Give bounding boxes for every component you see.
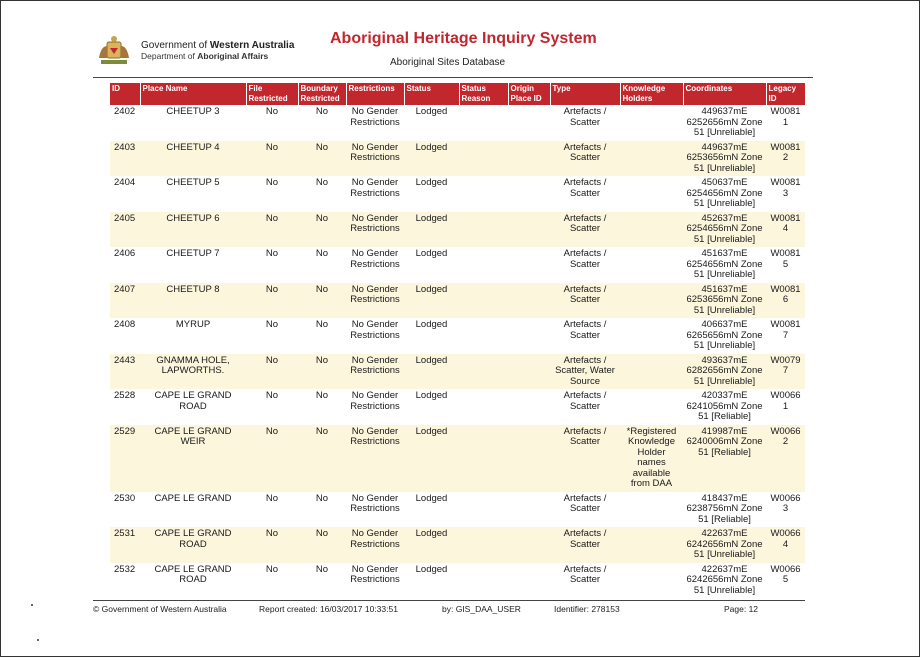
cell-coordinates: 449637mE 6252656mN Zone 51 [Unreliable] <box>686 106 763 138</box>
cell-type: Artefacts / Scatter, Water Source <box>550 354 620 390</box>
gov-name: Government of Western Australia <box>141 40 295 51</box>
cell-coordinates: 420337mE 6241056mN Zone 51 [Reliable] <box>686 390 763 422</box>
cell-status-reason <box>459 247 508 283</box>
cell-legacy-id: W0079 7 <box>766 354 805 390</box>
footer-copyright: © Government of Western Australia <box>93 604 227 614</box>
cell-id: 2407 <box>110 283 140 319</box>
cell-type: Artefacts / Scatter <box>563 177 607 199</box>
cell-legacy-id: W0066 5 <box>770 563 801 585</box>
cell-restrictions: No Gender Restrictions <box>346 354 404 390</box>
cell-coordinates: 450637mE 6254656mN Zone 51 [Unreliable] <box>686 177 763 209</box>
cell-id: 2408 <box>114 319 136 330</box>
cell-status: Lodged <box>415 106 448 117</box>
cell-file-restricted: No <box>265 319 279 330</box>
cell-legacy-id: W0081 4 <box>766 212 805 248</box>
table-row <box>110 283 805 319</box>
cell-origin-place-id <box>508 283 550 319</box>
cell-place-name: MYRUP <box>175 319 211 330</box>
cell-status: Lodged <box>415 563 448 575</box>
cell-coordinates: 452637mE 6254656mN Zone 51 [Unreliable] <box>683 212 766 248</box>
table-row <box>110 527 805 563</box>
cell-boundary-restricted: No <box>315 390 329 401</box>
cell-status-reason <box>459 389 508 425</box>
cell-place-name: CAPE LE GRAND <box>154 492 232 504</box>
cell-restrictions: No Gender Restrictions <box>346 283 404 319</box>
cell-id: 2530 <box>114 492 136 504</box>
cell-id: 2528 <box>114 390 136 401</box>
cell-id: 2532 <box>114 563 136 575</box>
report-footer <box>93 600 813 620</box>
cell-coordinates: 422637mE 6242656mN Zone 51 [Unreliable] <box>686 563 763 596</box>
col-header-origin-place-id: Origin Place ID <box>508 83 550 105</box>
cell-file-restricted: No <box>265 563 279 575</box>
cell-knowledge-holders <box>620 141 683 177</box>
cell-status: Lodged <box>415 177 448 188</box>
cell-restrictions: No Gender Restrictions <box>350 319 400 341</box>
dept-name: Department of Aboriginal Affairs <box>141 51 269 61</box>
col-header-id: ID <box>110 83 140 105</box>
cell-knowledge-holders <box>620 527 683 563</box>
cell-origin-place-id <box>508 247 550 283</box>
cell-file-restricted: No <box>246 354 298 390</box>
cell-origin-place-id <box>508 389 550 425</box>
cell-origin-place-id <box>508 563 550 599</box>
cell-restrictions: No Gender Restrictions <box>350 177 400 199</box>
cell-place-name: CAPE LE GRAND WEIR <box>140 425 246 492</box>
cell-status-reason <box>459 354 508 390</box>
cell-status-reason <box>459 527 508 563</box>
cell-boundary-restricted: No <box>315 563 329 575</box>
cell-type: Artefacts / Scatter <box>563 319 607 341</box>
cell-legacy-id: W0081 6 <box>766 283 805 319</box>
col-header-boundary-restricted: Boundary Restricted <box>298 83 346 105</box>
page-title: Aboriginal Heritage Inquiry System <box>330 30 597 47</box>
cell-file-restricted: No <box>246 283 298 319</box>
cell-id: 2403 <box>110 141 140 177</box>
cell-status: Lodged <box>404 141 459 177</box>
cell-id: 2529 <box>110 425 140 492</box>
cell-coordinates: 493637mE 6282656mN Zone 51 [Unreliable] <box>683 354 766 390</box>
cell-coordinates: 406637mE 6265656mN Zone 51 [Unreliable] <box>686 319 763 351</box>
cell-coordinates: 422637mE 6242656mN Zone 51 [Unreliable] <box>683 527 766 563</box>
cell-id: 2406 <box>114 248 136 259</box>
cell-status: Lodged <box>404 283 459 319</box>
table-row <box>110 563 805 599</box>
col-header-place-name: Place Name <box>140 83 246 105</box>
footer-identifier: Identifier: 278153 <box>554 604 620 614</box>
cell-legacy-id: W0066 3 <box>770 492 801 514</box>
cell-place-name: CHEETUP 6 <box>140 212 246 248</box>
cell-coordinates: 418437mE 6238756mN Zone 51 [Reliable] <box>686 492 763 525</box>
cell-status: Lodged <box>404 527 459 563</box>
sites-table <box>110 83 806 598</box>
cell-coordinates: 419987mE 6240006mN Zone 51 [Reliable] <box>683 425 766 492</box>
cell-status: Lodged <box>404 425 459 492</box>
col-header-status: Status <box>404 83 459 105</box>
cell-file-restricted: No <box>265 492 279 504</box>
cell-restrictions: No Gender Restrictions <box>350 248 400 270</box>
cell-restrictions: No Gender Restrictions <box>350 563 400 585</box>
cell-place-name: CHEETUP 4 <box>140 141 246 177</box>
cell-type: Artefacts / Scatter <box>563 248 607 270</box>
cell-status: Lodged <box>415 390 448 401</box>
footer-report-created: Report created: 16/03/2017 10:33:51 <box>259 604 398 614</box>
cell-knowledge-holders <box>620 212 683 248</box>
cell-boundary-restricted: No <box>315 319 329 330</box>
table-row <box>110 105 805 141</box>
cell-id: 2531 <box>110 527 140 563</box>
table-row <box>110 212 805 248</box>
table-row <box>110 354 805 390</box>
table-row <box>110 389 805 425</box>
cell-place-name: GNAMMA HOLE, LAPWORTHS. <box>140 354 246 390</box>
footer-rule <box>93 600 805 601</box>
cell-origin-place-id <box>508 492 550 528</box>
col-header-type: Type <box>550 83 620 105</box>
cell-boundary-restricted: No <box>298 527 346 563</box>
cell-type: Artefacts / Scatter <box>550 283 620 319</box>
cell-origin-place-id <box>508 318 550 354</box>
col-header-coordinates: Coordinates <box>683 83 766 105</box>
cell-id: 2402 <box>114 106 136 117</box>
table-row <box>110 492 805 528</box>
cell-origin-place-id <box>508 425 550 492</box>
cell-restrictions: No Gender Restrictions <box>350 390 400 412</box>
cell-knowledge-holders <box>620 492 683 528</box>
cell-status-reason <box>459 425 508 492</box>
col-header-restrictions: Restrictions <box>346 83 404 105</box>
cell-legacy-id: W0066 1 <box>770 390 801 412</box>
cell-boundary-restricted: No <box>298 141 346 177</box>
cell-knowledge-holders <box>620 176 683 212</box>
cell-restrictions: No Gender Restrictions <box>350 492 400 514</box>
col-header-knowledge-holders: Knowledge Holders <box>620 83 683 105</box>
table-row <box>110 176 805 212</box>
cell-type: Artefacts / Scatter <box>550 527 620 563</box>
table-row <box>110 141 805 177</box>
cell-knowledge-holders <box>620 283 683 319</box>
cell-file-restricted: No <box>265 106 279 117</box>
cell-status-reason <box>459 563 508 599</box>
cell-knowledge-holders <box>620 318 683 354</box>
cell-boundary-restricted: No <box>315 177 329 188</box>
header-rule <box>93 77 813 78</box>
cell-restrictions: No Gender Restrictions <box>346 425 404 492</box>
cell-type: Artefacts / Scatter <box>550 425 620 492</box>
cell-origin-place-id <box>508 354 550 390</box>
cell-knowledge-holders <box>620 354 683 390</box>
cell-file-restricted: No <box>246 527 298 563</box>
cell-status-reason <box>459 105 508 141</box>
cell-status-reason <box>459 212 508 248</box>
col-header-file-restricted: File Restricted <box>246 83 298 105</box>
cell-knowledge-holders <box>620 389 683 425</box>
cell-type: Artefacts / Scatter <box>550 212 620 248</box>
cell-boundary-restricted: No <box>298 354 346 390</box>
table-row <box>110 247 805 283</box>
page-subtitle: Aboriginal Sites Database <box>390 57 506 68</box>
cell-type: Artefacts / Scatter <box>563 106 607 128</box>
cell-place-name: CAPE LE GRAND ROAD <box>154 563 232 585</box>
cell-restrictions: No Gender Restrictions <box>346 527 404 563</box>
cell-legacy-id: W0081 7 <box>770 319 801 341</box>
cell-restrictions: No Gender Restrictions <box>346 141 404 177</box>
cell-coordinates: 449637mE 6253656mN Zone 51 [Unreliable] <box>683 141 766 177</box>
cell-knowledge-holders <box>620 563 683 599</box>
cell-boundary-restricted: No <box>315 106 329 117</box>
footer-page: Page: 12 <box>724 604 759 614</box>
cell-boundary-restricted: No <box>298 425 346 492</box>
cell-status-reason <box>459 176 508 212</box>
cell-type: Artefacts / Scatter <box>550 141 620 177</box>
cell-file-restricted: No <box>265 390 279 401</box>
cell-origin-place-id <box>508 105 550 141</box>
cell-type: Artefacts / Scatter <box>563 492 607 514</box>
cell-coordinates: 451637mE 6253656mN Zone 51 [Unreliable] <box>683 283 766 319</box>
table-row <box>110 425 805 492</box>
cell-boundary-restricted: No <box>298 283 346 319</box>
cell-legacy-id: W0081 5 <box>770 248 801 270</box>
cell-status-reason <box>459 318 508 354</box>
cell-boundary-restricted: No <box>315 492 329 504</box>
cell-knowledge-holders <box>620 247 683 283</box>
cell-place-name: CHEETUP 8 <box>140 283 246 319</box>
cell-legacy-id: W0081 1 <box>770 106 801 128</box>
cell-origin-place-id <box>508 141 550 177</box>
cell-restrictions: No Gender Restrictions <box>350 106 400 128</box>
wa-crest-icon <box>95 34 133 70</box>
footer-by: by: GIS_DAA_USER <box>442 604 521 614</box>
cell-status: Lodged <box>415 492 448 504</box>
cell-place-name: CHEETUP 3 <box>166 106 220 117</box>
cell-status: Lodged <box>404 212 459 248</box>
cell-id: 2405 <box>110 212 140 248</box>
cell-legacy-id: W0066 2 <box>766 425 805 492</box>
cell-knowledge-holders: *Registered Knowledge Holder names available from DAA <box>620 425 683 492</box>
cell-type: Artefacts / Scatter <box>563 390 607 412</box>
cell-status: Lodged <box>404 354 459 390</box>
cell-origin-place-id <box>508 176 550 212</box>
cell-legacy-id: W0066 4 <box>766 527 805 563</box>
cell-id: 2404 <box>114 177 136 188</box>
cell-file-restricted: No <box>265 177 279 188</box>
cell-origin-place-id <box>508 527 550 563</box>
cell-status-reason <box>459 492 508 528</box>
scan-speck <box>37 639 39 641</box>
col-header-legacy-id: Legacy ID <box>766 83 805 105</box>
cell-boundary-restricted: No <box>315 248 329 259</box>
cell-place-name: CAPE LE GRAND ROAD <box>154 390 232 412</box>
cell-status: Lodged <box>415 319 448 330</box>
cell-place-name: CHEETUP 5 <box>166 177 220 188</box>
cell-file-restricted: No <box>246 141 298 177</box>
cell-type: Artefacts / Scatter <box>563 563 607 585</box>
cell-place-name: CHEETUP 7 <box>166 248 220 259</box>
scan-speck <box>31 604 33 606</box>
cell-status-reason <box>459 141 508 177</box>
report-header <box>95 30 815 80</box>
cell-restrictions: No Gender Restrictions <box>346 212 404 248</box>
cell-origin-place-id <box>508 212 550 248</box>
cell-file-restricted: No <box>246 425 298 492</box>
cell-knowledge-holders <box>620 105 683 141</box>
cell-legacy-id: W0081 3 <box>770 177 801 199</box>
table-row <box>110 318 805 354</box>
table-header-row <box>110 83 805 105</box>
cell-status: Lodged <box>415 248 448 259</box>
cell-boundary-restricted: No <box>298 212 346 248</box>
cell-id: 2443 <box>110 354 140 390</box>
cell-place-name: CAPE LE GRAND ROAD <box>140 527 246 563</box>
cell-file-restricted: No <box>265 248 279 259</box>
col-header-status-reason: Status Reason <box>459 83 508 105</box>
cell-coordinates: 451637mE 6254656mN Zone 51 [Unreliable] <box>686 248 763 280</box>
cell-status-reason <box>459 283 508 319</box>
cell-legacy-id: W0081 2 <box>766 141 805 177</box>
cell-file-restricted: No <box>246 212 298 248</box>
